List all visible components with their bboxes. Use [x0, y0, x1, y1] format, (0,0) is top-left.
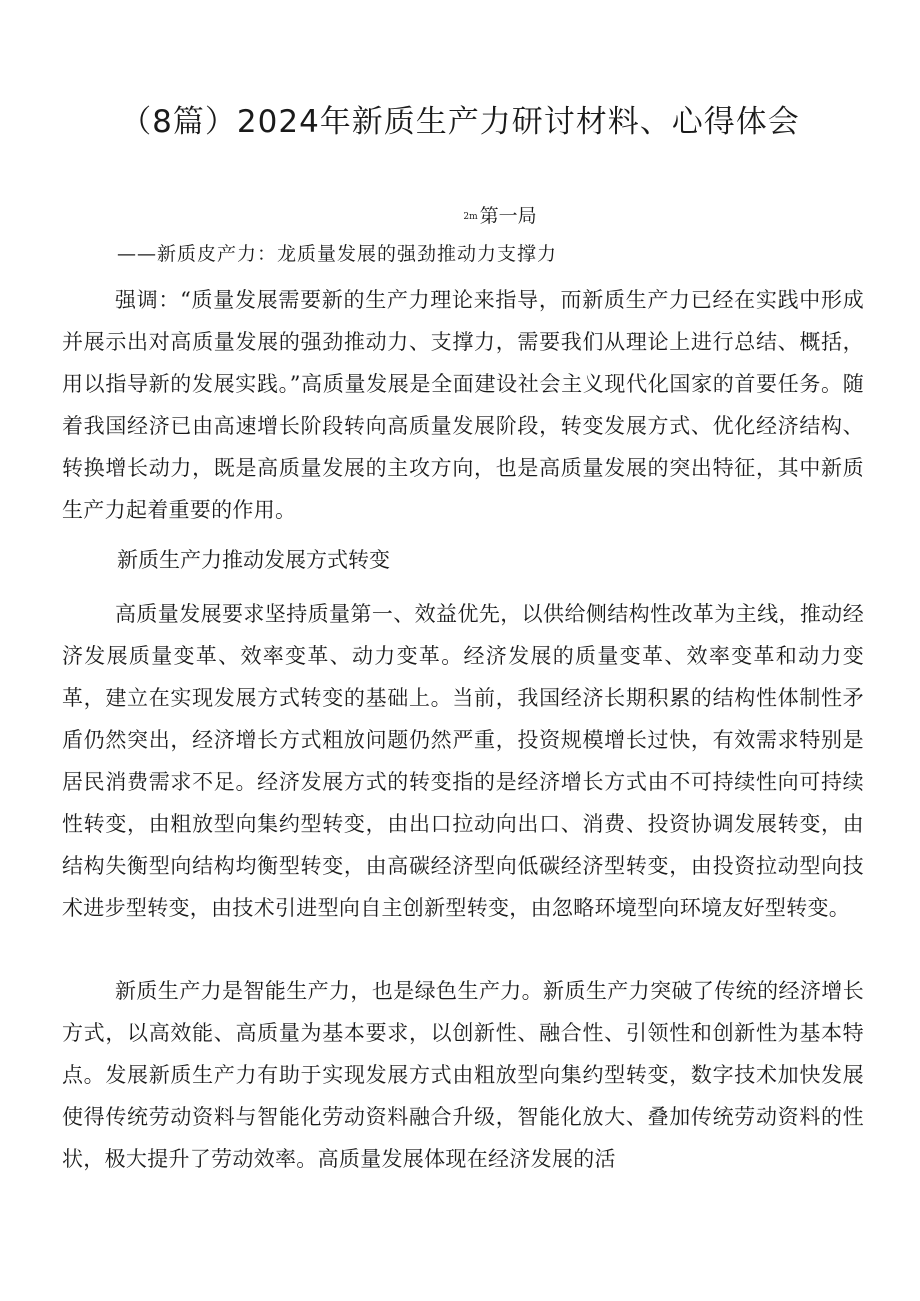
subtitle: ——新质皮产力：龙质量发展的强劲推动力支撑力 [117, 243, 558, 265]
part-label [0, 202, 920, 231]
part-mark: 2m [463, 212, 478, 222]
paragraph: 强调：“质量发展需要新的生产力理论来指导，而新质生产力已经在实践中形成并展示出对高质量发展的强劲推动力、支撑力，需要我们从理论上进行总结、概括，用以指导新的发展实践。”高质量发展是全面建设社会主义现代化国家的首要任务。随着我国经济已由高速增长阶段转向高质量发展阶段，转变发展方式、优化经济结构、转换增长动力，既是高质量发展的主攻方向，也是高质量发展的突出特征，其中新质生产力起着重要的作用。 [62, 288, 864, 522]
paragraph: 新质生产力是智能生产力，也是绿色生产力。新质生产力突破了传统的经济增长方式，以高效能、高质量为基本要求，以创新性、融合性、引领性和创新性为基本特点。发展新质生产力有助于实现发展方式由粗放型向集约型转变，数字技术加快发展使得传统劳动资料与智能化劳动资料融合升级，智能化放大、叠加传统劳动资料的性状，极大提升了劳动效率。高质量发展体现在经济发展的活 [62, 979, 864, 1171]
section-heading: 新质生产力推动发展方式转变 [117, 548, 390, 572]
part-label-text: 第一局 [479, 205, 537, 227]
paragraph: 高质量发展要求坚持质量第一、效益优先，以供给侧结构性改革为主线，推动经济发展质量变革、效率变革、动力变革。经济发展的质量变革、效率变革和动力变革，建立在实现发展方式转变的基础上。当前，我国经济长期积累的结构性体制性矛盾仍然突出，经济增长方式粗放问题仍然严重，投资规模增长过快，有效需求特别是居民消费需求不足。经济发展方式的转变指的是经济增长方式由不可持续性向可持续性转变，由粗放型向集约型转变，由出口拉动向出口、消费、投资协调发展转变，由结构失衡型向结构均衡型转变，由高碳经济型向低碳经济型转变，由投资拉动型向技术进步型转变，由技术引进型向自主创新型转变，由忽略环境型向环境友好型转变。 [62, 602, 864, 920]
document-title: （8篇）2024年新质生产力研讨材料、心得体会 [120, 104, 800, 140]
